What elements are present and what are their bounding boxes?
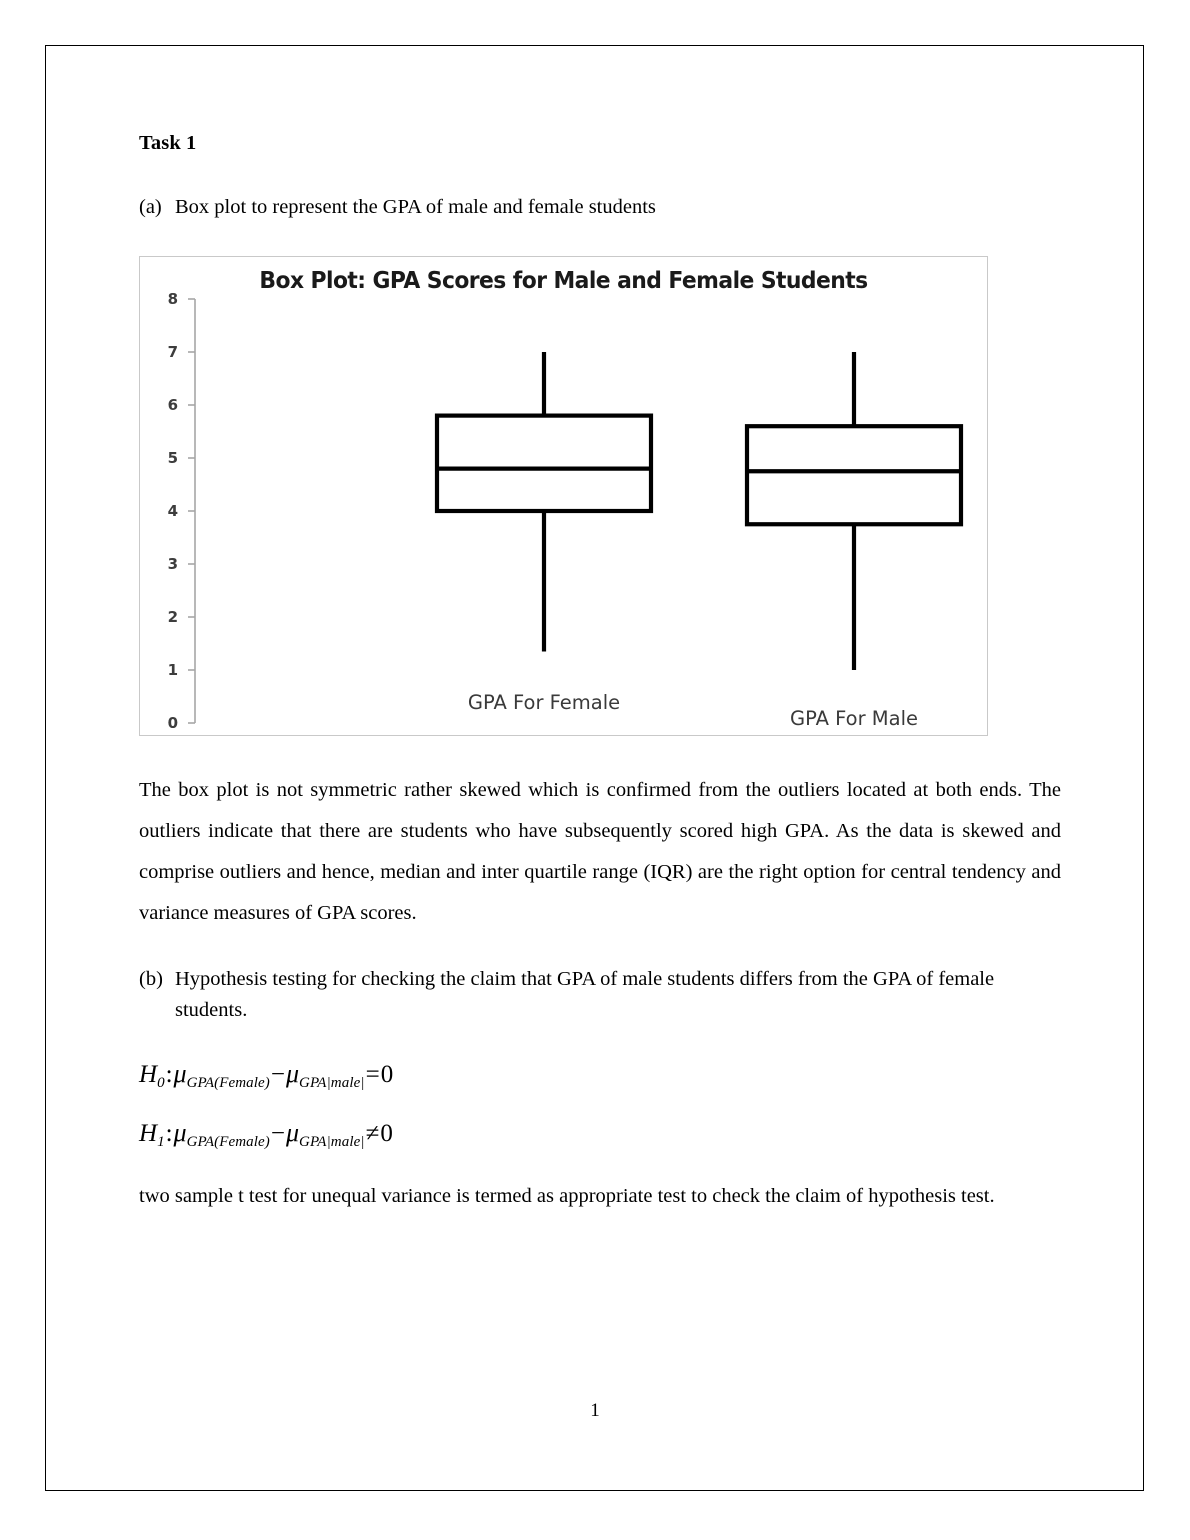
list-item-b-marker: (b) [139, 968, 163, 990]
h0-term1-sub: GPA(Female) [186, 1074, 270, 1091]
h1-term1-sub: GPA(Female) [186, 1133, 270, 1150]
h0-relation: = [365, 1060, 380, 1088]
list-item-a [139, 192, 1061, 223]
h0-term1-var: μ [173, 1058, 187, 1088]
list-item-b-label: Hypothesis testing for checking the claim that GPA of male students differs from the GPA of female students. [175, 968, 995, 1021]
h0-value: 0 [380, 1060, 394, 1088]
document-content [139, 131, 1061, 246]
page-title: Task 1 [139, 132, 197, 154]
y-axis-tick-label: 1 [167, 661, 178, 679]
box-plot-boxes [437, 352, 961, 670]
h0-colon: : [165, 1060, 173, 1088]
h1-operator: − [270, 1119, 285, 1147]
category-label: GPA For Male [789, 707, 919, 730]
h0-term2-sub: GPA|male| [299, 1074, 365, 1091]
box-plot-svg [140, 257, 987, 735]
y-axis-tick-label: 3 [167, 555, 178, 573]
h0-symbol: H [139, 1060, 158, 1088]
category-label: GPA For Female [467, 691, 621, 714]
box-plot-female [437, 352, 651, 651]
h1-colon: : [165, 1119, 173, 1147]
conclusion-paragraph: two sample t test for unequal variance is termed as appropriate test to check the claim of hypothesis test. [139, 1185, 995, 1208]
box-iqr [437, 416, 651, 511]
h1-subscript: 1 [157, 1133, 165, 1150]
chart-commentary-paragraph: The box plot is not symmetric rather skewed which is confirmed from the outliers located at both ends. The outliers indicate that there are students who have subsequently scored high GPA. As the data is skewed and comprise outliers and hence, median and inter quartile range (IQR) are the right option for central tendency and variance measures of GPA scores. [139, 779, 1061, 924]
y-axis-tick-label: 8 [167, 290, 178, 308]
y-axis-tick-label: 5 [167, 449, 178, 467]
h1-term2-var: μ [285, 1117, 300, 1147]
box-iqr [747, 426, 961, 524]
list-item-b [139, 964, 1061, 1026]
h1-term1-var: μ [173, 1117, 187, 1147]
box-plot-male [747, 352, 961, 670]
y-axis-tick-label: 4 [167, 502, 178, 520]
category-labels [468, 691, 918, 730]
h1-term2-sub: GPA|male| [299, 1133, 365, 1150]
h1-value: 0 [380, 1119, 393, 1147]
alternative-hypothesis [139, 1119, 1061, 1150]
list-item-a-marker: (a) [139, 195, 162, 218]
list-item-a-label: Box plot to represent the GPA of male and female students [175, 195, 656, 218]
y-axis-tick-label: 0 [167, 714, 178, 732]
h1-relation: ≠ [365, 1119, 380, 1147]
chart-title: Box Plot: GPA Scores for Male and Female Students [259, 266, 868, 294]
y-axis-tick-label: 7 [167, 343, 178, 361]
h0-subscript: 0 [157, 1074, 165, 1091]
y-axis-ticks [168, 290, 195, 732]
box-plot-figure [139, 256, 988, 736]
page-number: 1 [590, 1400, 600, 1421]
y-axis-tick-label: 6 [167, 396, 178, 414]
h1-symbol: H [139, 1119, 158, 1147]
y-axis-tick-label: 2 [167, 608, 178, 626]
h0-term2-var: μ [285, 1058, 300, 1088]
h0-operator: − [270, 1060, 285, 1088]
null-hypothesis [139, 1060, 1061, 1091]
document-content-lower [139, 770, 1061, 1217]
